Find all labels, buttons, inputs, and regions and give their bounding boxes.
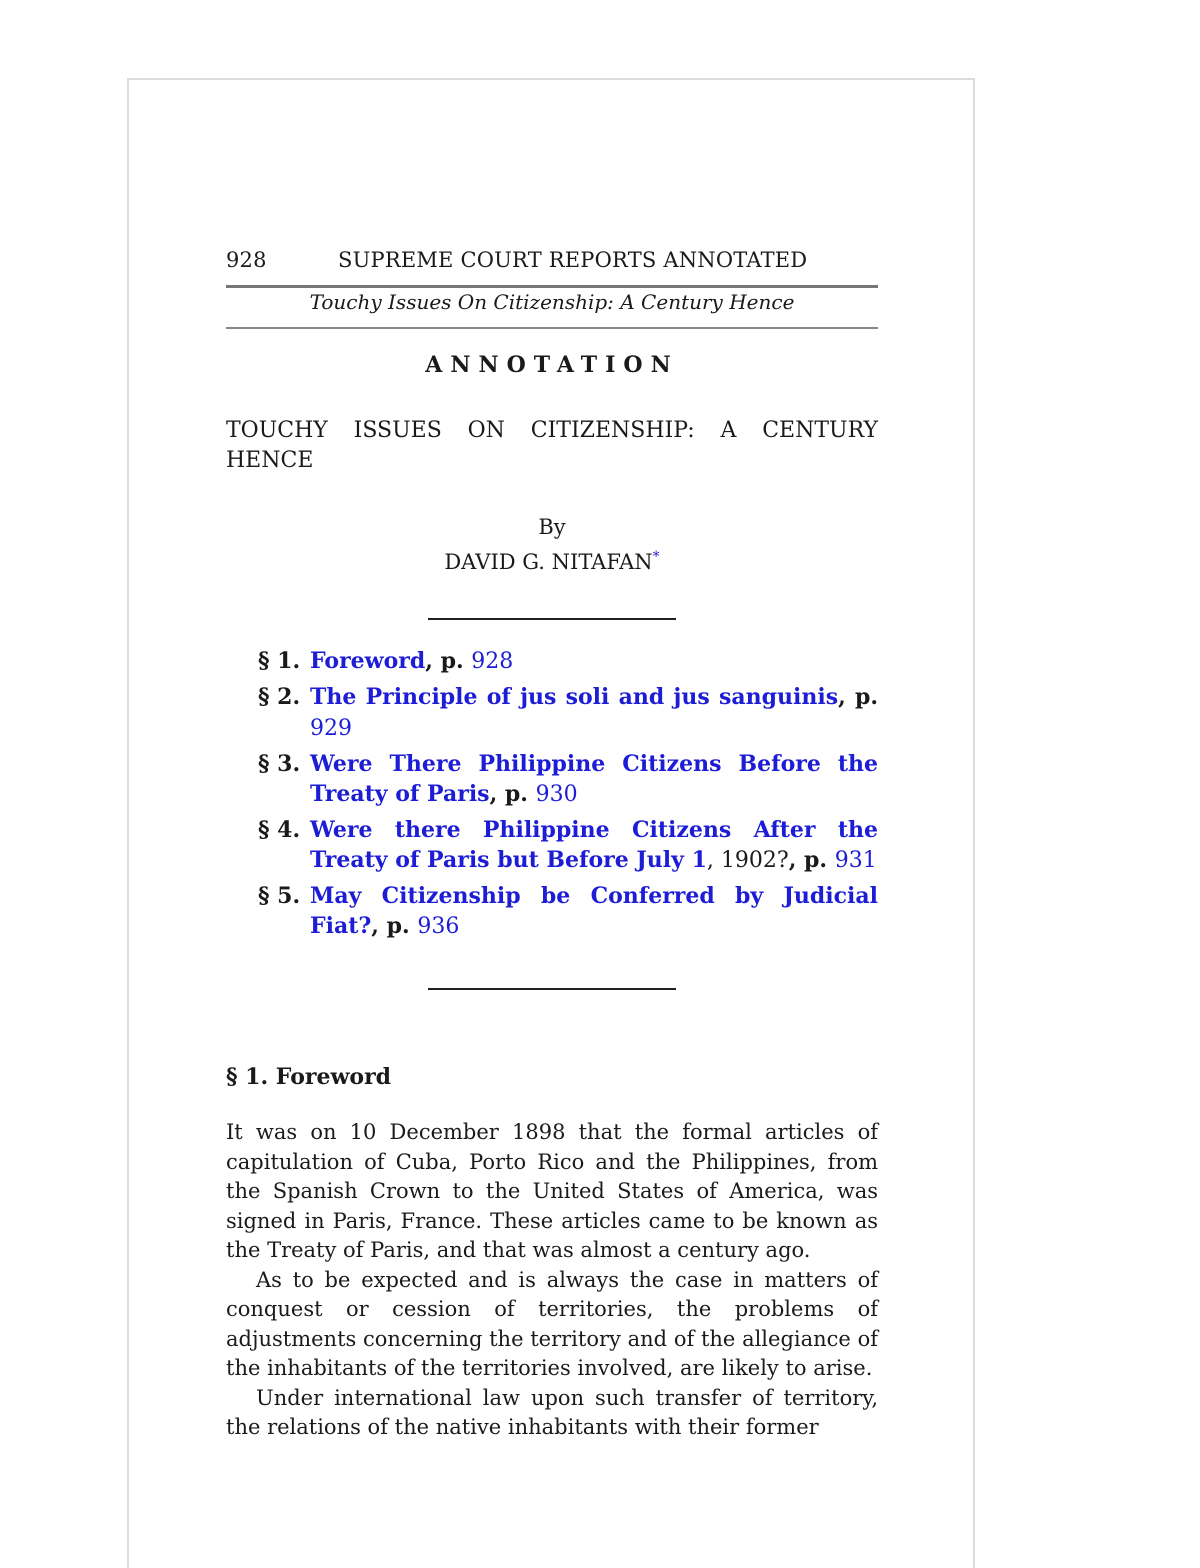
toc-item-sep: , p. <box>425 648 472 674</box>
toc-item-page[interactable]: 931 <box>834 848 877 873</box>
toc-item-sep: , p. <box>788 847 835 873</box>
running-header <box>226 248 878 278</box>
toc-item-link[interactable]: May Citizenship be Conferred by Judicial Fiat? <box>310 883 878 939</box>
page-number: 928 <box>226 248 267 272</box>
running-title: Touchy Issues On Citizenship: A Century Hence <box>309 290 795 314</box>
table-of-contents <box>258 646 878 947</box>
section-heading: § 1. Foreword <box>226 1064 392 1090</box>
toc-item-page[interactable]: 929 <box>310 716 352 741</box>
toc-item-number: § 3. <box>258 751 301 777</box>
toc-item-link[interactable]: Were There Philippine Citizens Before the Treaty of Paris <box>310 751 878 807</box>
journal-title: SUPREME COURT REPORTS ANNOTATED <box>338 248 808 272</box>
toc-item-extra: , 1902? <box>706 848 789 873</box>
body-paragraph: It was on 10 December 1898 that the formal articles of capitulation of Cuba, Porto Rico and the Philippines, from the Spanish Crown to the United States of America, was signed in Paris, France. These articles came to be known as the Treaty of Paris, and that was almost a century ago. <box>226 1120 878 1262</box>
toc-item-sep: , p. <box>371 913 418 939</box>
section-body <box>226 1118 878 1443</box>
header-rule-bottom <box>226 327 878 329</box>
author-line <box>226 542 878 577</box>
toc-item-number: § 2. <box>258 684 301 710</box>
byline <box>226 512 878 577</box>
toc-item-5[interactable] <box>258 881 878 942</box>
toc-item-number: § 4. <box>258 817 301 843</box>
toc-item-page[interactable]: 928 <box>471 649 514 674</box>
toc-item-1[interactable] <box>258 646 878 677</box>
toc-item-number: § 5. <box>258 883 301 909</box>
annotation-heading: ANNOTATION <box>425 352 679 378</box>
toc-item-page[interactable]: 936 <box>417 914 460 939</box>
author-name: DAVID G. NITAFAN <box>444 550 653 574</box>
body-paragraph: As to be expected and is always the case in matters of conquest or cession of territories, the problems of adjustments concerning the territory and of the allegiance of the inhabitants of the territories involved, are likely to arise. <box>226 1267 878 1380</box>
article-title: TOUCHY ISSUES ON CITIZENSHIP: A CENTURY HENCE <box>226 418 878 473</box>
toc-item-link[interactable]: Foreword <box>310 648 426 674</box>
toc-item-page[interactable]: 930 <box>535 782 578 807</box>
header-rule-top <box>226 285 878 288</box>
author-footnote-link[interactable]: * <box>652 549 660 565</box>
body-paragraph: Under international law upon such transfer of territory, the relations of the native inhabitants with their former <box>226 1385 878 1439</box>
by-label: By <box>538 515 566 539</box>
toc-item-link[interactable]: Were there Philippine Citizens After the Treaty of Paris but Before July 1 <box>310 817 878 873</box>
separator-rule-top <box>428 618 676 620</box>
toc-item-4[interactable] <box>258 815 878 876</box>
toc-item-2[interactable] <box>258 682 878 744</box>
toc-item-3[interactable] <box>258 749 878 810</box>
toc-item-sep: , p. <box>838 684 878 710</box>
toc-item-sep: , p. <box>489 781 536 807</box>
separator-rule-bottom <box>428 988 676 990</box>
toc-item-link[interactable]: The Principle of jus soli and jus sanguinis <box>310 684 839 710</box>
toc-item-number: § 1. <box>258 648 301 674</box>
